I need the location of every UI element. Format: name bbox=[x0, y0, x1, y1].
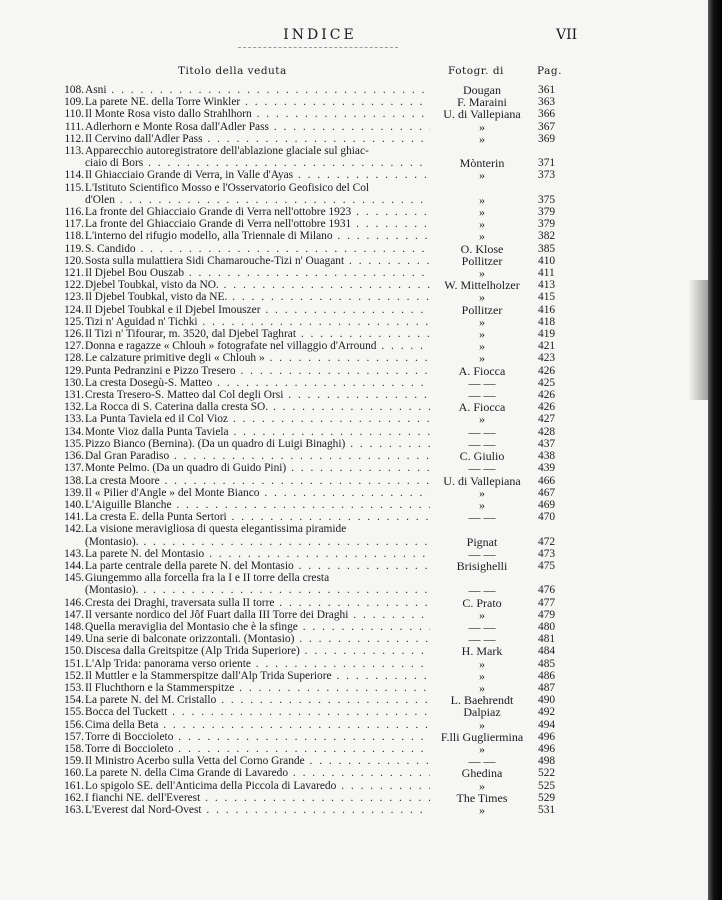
entry-page: 413 bbox=[538, 279, 556, 292]
entry-title: L'interno del rifugio modello, alla Triennale di Milano . . . bbox=[85, 230, 430, 242]
entry-photographer: C. Giulio bbox=[459, 449, 505, 464]
entry-title: Giungemmo alla forcella fra la I e II torre della cresta bbox=[85, 572, 330, 585]
entry-title: Il Djebel Toubkal, visto da NE. . . . bbox=[85, 291, 430, 303]
entry-page: 496 bbox=[538, 742, 556, 755]
entry-title: Il versante nordico del Jôf Fuart dalla III Torre dei Draghi . . . bbox=[85, 609, 430, 621]
scan-page-edge bbox=[708, 0, 722, 900]
entry-photographer: The Times bbox=[456, 790, 508, 805]
entry-number: 130. bbox=[64, 376, 84, 389]
entry-page: 427 bbox=[538, 413, 556, 426]
index-entry bbox=[60, 352, 560, 364]
entry-page: 475 bbox=[538, 559, 556, 572]
entry-title: Cresta dei Draghi, traversata sulla II torre . . . bbox=[85, 597, 430, 609]
entry-number: 123. bbox=[64, 291, 84, 304]
entry-title: La parete N. del Montasio . . . bbox=[85, 548, 430, 560]
entry-title: La parte centrale della parete N. del Montasio . . . bbox=[85, 560, 430, 572]
entry-page: 522 bbox=[538, 767, 556, 780]
entry-number: 148. bbox=[64, 620, 84, 633]
entry-page: 484 bbox=[538, 645, 556, 658]
entry-title: La cresta Moore . . . bbox=[85, 475, 430, 487]
entry-page: 385 bbox=[538, 242, 556, 255]
entry-page: 371 bbox=[538, 157, 556, 170]
entry-page: 466 bbox=[538, 474, 556, 487]
index-entry bbox=[60, 560, 560, 572]
entry-number: 151. bbox=[64, 657, 84, 670]
entry-number: 110. bbox=[64, 108, 84, 121]
entry-title: (Montasio). . . . bbox=[85, 536, 430, 548]
entry-number: 117. bbox=[64, 218, 84, 231]
entry-title: Adlerhorn e Monte Rosa dall'Adler Pass . . . bbox=[85, 121, 430, 133]
entry-page: 369 bbox=[538, 132, 556, 145]
entry-number: 147. bbox=[64, 608, 84, 621]
header-rule bbox=[238, 47, 398, 48]
entry-title: La parete NE. della Torre Winkler . . . bbox=[85, 96, 430, 108]
entry-title: Discesa dalla Greitspitze (Alp Trida Superiore) . . . bbox=[85, 645, 430, 657]
entry-title: Tizi n' Aguidad n' Tichki . . . bbox=[85, 316, 430, 328]
entry-photographer: — — bbox=[468, 754, 496, 769]
entry-number: 143. bbox=[64, 547, 84, 560]
entry-number: 138. bbox=[64, 474, 84, 487]
index-entry bbox=[60, 645, 560, 657]
entry-title: Sosta sulla mulattiera Sidi Chamarouche-Tizi n' Ouagant . . . bbox=[85, 255, 430, 267]
entry-number: 108. bbox=[64, 84, 84, 96]
entry-page: 363 bbox=[538, 96, 556, 109]
entry-page: 426 bbox=[538, 401, 556, 414]
entry-title: La parete N. della Cima Grande di Lavaredo . . . bbox=[85, 767, 430, 779]
entry-photographer: » bbox=[479, 802, 485, 817]
entry-number: 152. bbox=[64, 669, 84, 682]
entry-title: La Punta Taviela ed il Col Vioz . . . bbox=[85, 413, 430, 425]
entry-title: Il Monte Rosa visto dallo Strahlhorn . . . bbox=[85, 108, 430, 120]
entry-photographer: Mònterin bbox=[459, 156, 505, 171]
entry-photographer: O. Klose bbox=[460, 241, 504, 256]
entry-title: Punta Pedranzini e Pizzo Tresero . . . bbox=[85, 365, 430, 377]
entry-photographer: — — bbox=[468, 461, 496, 476]
entry-photographer: Pollitzer bbox=[461, 253, 503, 268]
entry-number: 161. bbox=[64, 779, 84, 792]
entry-photographer: F. Maraini bbox=[457, 95, 507, 110]
entry-page: 437 bbox=[538, 437, 556, 450]
entry-title: d'Olen . . . bbox=[85, 194, 430, 206]
entry-page: 410 bbox=[538, 254, 556, 267]
index-entry bbox=[60, 523, 560, 547]
entry-page: 496 bbox=[538, 730, 556, 743]
entry-page: 531 bbox=[538, 803, 556, 816]
entry-page: 476 bbox=[538, 584, 556, 597]
entry-title: (Montasio). . . . bbox=[85, 584, 430, 596]
entry-photographer: » bbox=[479, 668, 485, 683]
entry-number: 146. bbox=[64, 596, 84, 609]
entry-number: 126. bbox=[64, 328, 84, 341]
entry-page: 367 bbox=[538, 120, 556, 133]
index-entry bbox=[60, 169, 560, 181]
entry-page: 416 bbox=[538, 303, 556, 316]
index-entry bbox=[60, 511, 560, 523]
entry-photographer: — — bbox=[468, 436, 496, 451]
entry-photographer: » bbox=[479, 205, 485, 220]
entry-photographer: — — bbox=[468, 546, 496, 561]
index-entry bbox=[60, 291, 560, 303]
page-number: VII bbox=[556, 27, 578, 43]
entry-page: 480 bbox=[538, 620, 556, 633]
index-list bbox=[60, 84, 560, 816]
entry-photographer: » bbox=[479, 485, 485, 500]
entry-title: Quella meraviglia del Montasio che è la sfinge . . . bbox=[85, 621, 430, 633]
entry-photographer: » bbox=[479, 119, 485, 134]
entry-title: Pizzo Bianco (Bernina). (Da un quadro di Luigi Binaghi) . . . bbox=[85, 438, 430, 450]
index-entry bbox=[60, 462, 560, 474]
entry-photographer: F.lli Gugliermina bbox=[440, 729, 524, 744]
entry-photographer: L. Baehrendt bbox=[450, 693, 514, 708]
entry-page: 426 bbox=[538, 389, 556, 402]
entry-number: 163. bbox=[64, 803, 84, 816]
entry-title: Il Cervino dall'Adler Pass . . . bbox=[85, 133, 430, 145]
entry-number: 133. bbox=[64, 413, 84, 426]
entry-photographer: A. Fiocca bbox=[458, 363, 506, 378]
entry-title: Il Ministro Acerbo sulla Vetta del Corno Grande . . . bbox=[85, 755, 430, 767]
entry-title: L'Alp Trida: panorama verso oriente . . . bbox=[85, 658, 430, 670]
entry-photographer: » bbox=[479, 351, 485, 366]
entry-photographer: U. di Vallepiana bbox=[443, 107, 521, 122]
entry-title: Le calzature primitive degli « Chlouh » . . . bbox=[85, 352, 430, 364]
index-entry bbox=[60, 804, 560, 816]
index-entry bbox=[60, 108, 560, 120]
column-header-title: Titolo della veduta bbox=[178, 65, 287, 77]
column-header-photographer: Fotogr. di bbox=[448, 65, 504, 77]
entry-photographer: » bbox=[479, 339, 485, 354]
entry-page: 425 bbox=[538, 376, 556, 389]
index-entry bbox=[60, 767, 560, 779]
entry-page: 479 bbox=[538, 608, 556, 621]
index-entry bbox=[60, 792, 560, 804]
entry-number: 142. bbox=[64, 523, 84, 536]
entry-title: Una serie di balconate orizzontali. (Montasio) . . . bbox=[85, 633, 430, 645]
entry-photographer: — — bbox=[468, 583, 496, 598]
entry-number: 129. bbox=[64, 364, 84, 377]
entry-number: 122. bbox=[64, 279, 84, 292]
entry-photographer: » bbox=[479, 290, 485, 305]
entry-page: 415 bbox=[538, 291, 556, 304]
index-entry bbox=[60, 475, 560, 487]
entry-photographer: — — bbox=[468, 388, 496, 403]
entry-photographer: Dougan bbox=[463, 83, 501, 97]
entry-photographer: » bbox=[479, 656, 485, 671]
entry-photographer: » bbox=[479, 412, 485, 427]
entry-photographer: » bbox=[479, 229, 485, 244]
entry-title: Dal Gran Paradiso . . . bbox=[85, 450, 430, 462]
entry-page: 494 bbox=[538, 718, 556, 731]
index-entry bbox=[60, 206, 560, 218]
index-entry bbox=[60, 230, 560, 242]
entry-photographer: U. di Vallepiana bbox=[443, 473, 521, 488]
entry-page: 366 bbox=[538, 108, 556, 121]
entry-number: 162. bbox=[64, 791, 84, 804]
entry-photographer: » bbox=[479, 778, 485, 793]
entry-photographer: » bbox=[479, 192, 485, 207]
entry-title: Il « Pilier d'Angle » del Monte Bianco . . . bbox=[85, 487, 430, 499]
entry-title: Il Fluchthorn e la Stammerspitze . . . bbox=[85, 682, 430, 694]
entry-page: 467 bbox=[538, 486, 556, 499]
entry-number: 120. bbox=[64, 254, 84, 267]
entry-title: Il Ghiacciaio Grande di Verra, in Valle d'Ayas . . . bbox=[85, 169, 430, 181]
entry-number: 157. bbox=[64, 730, 84, 743]
entry-photographer: » bbox=[479, 217, 485, 232]
entry-page: 477 bbox=[538, 596, 556, 609]
index-entry bbox=[60, 572, 560, 596]
entry-title: La parete N. del M. Cristallo . . . bbox=[85, 694, 430, 706]
entry-photographer: — — bbox=[468, 424, 496, 439]
entry-title: Il Djebel Toubkal e il Djebel Imouszer . . . bbox=[85, 304, 430, 316]
entry-page: 438 bbox=[538, 450, 556, 463]
entry-number: 139. bbox=[64, 486, 84, 499]
entry-title: Cresta Tresero-S. Matteo dal Col degli Orsi . . . bbox=[85, 389, 430, 401]
entry-title: S. Candido . . . bbox=[85, 243, 430, 255]
entry-photographer: A. Fiocca bbox=[458, 400, 506, 415]
index-entry bbox=[60, 145, 560, 169]
entry-photographer: » bbox=[479, 266, 485, 281]
entry-number: 153. bbox=[64, 681, 84, 694]
entry-number: 113. bbox=[64, 145, 84, 158]
entry-title: L'Aiguille Blanche . . . bbox=[85, 499, 430, 511]
index-entry bbox=[60, 316, 560, 328]
entry-number: 136. bbox=[64, 450, 84, 463]
entry-page: 411 bbox=[538, 267, 555, 280]
entry-photographer: Pollitzer bbox=[461, 302, 503, 317]
index-entry bbox=[60, 670, 560, 682]
entry-title: L'Istituto Scientifico Mosso e l'Osservatorio Geofisico del Col bbox=[85, 181, 370, 194]
entry-photographer: » bbox=[479, 168, 485, 183]
entry-number: 149. bbox=[64, 633, 84, 646]
entry-title: Il Djebel Bou Ouszab . . . bbox=[85, 267, 430, 279]
entry-photographer: Dalpiaz bbox=[463, 705, 501, 720]
entry-title: Torre di Boccioleto . . . bbox=[85, 743, 430, 755]
index-entry bbox=[60, 780, 560, 792]
entry-page: 379 bbox=[538, 218, 556, 231]
entry-page: 486 bbox=[538, 669, 556, 682]
entry-page: 473 bbox=[538, 547, 556, 560]
entry-title: Il Muttler e la Stammerspitze dall'Alp Trida Superiore . . . bbox=[85, 670, 430, 682]
entry-title: Donna e ragazze « Chlouh » fotografate nel villaggio d'Arround . . . bbox=[85, 340, 430, 352]
entry-page: 428 bbox=[538, 425, 556, 438]
entry-title: Monte Vioz dalla Punta Taviela . . . bbox=[85, 426, 430, 438]
entry-number: 160. bbox=[64, 767, 84, 780]
entry-title: Lo spigolo SE. dell'Anticima della Piccola di Lavaredo . . . bbox=[85, 780, 430, 792]
entry-title: La fronte del Ghiacciaio Grande di Verra nell'ottobre 1931 . . . bbox=[85, 218, 430, 230]
entry-title: Torre di Boccioleto . . . bbox=[85, 731, 430, 743]
entry-number: 115. bbox=[64, 181, 84, 194]
entry-number: 111. bbox=[64, 120, 84, 133]
index-entry bbox=[60, 218, 560, 230]
entry-title: Monte Pelmo. (Da un quadro di Guido Pini) . . . bbox=[85, 462, 430, 474]
entry-page: 525 bbox=[538, 779, 556, 792]
entry-title: I fianchi NE. dell'Everest . . . bbox=[85, 792, 430, 804]
entry-page: 361 bbox=[538, 84, 556, 96]
index-entry bbox=[60, 401, 560, 413]
entry-number: 119. bbox=[64, 242, 84, 255]
entry-number: 137. bbox=[64, 462, 84, 475]
entry-title: Djebel Toubkal, visto da NO. . . . bbox=[85, 279, 430, 291]
entry-page: 375 bbox=[538, 193, 556, 206]
entry-title: Asni . . . bbox=[85, 84, 430, 96]
entry-photographer: » bbox=[479, 497, 485, 512]
entry-number: 145. bbox=[64, 572, 84, 585]
entry-number: 114. bbox=[64, 169, 84, 182]
entry-title: La cresta Dosegù-S. Matteo . . . bbox=[85, 377, 430, 389]
index-entry bbox=[60, 328, 560, 340]
page-title: INDICE bbox=[283, 27, 357, 43]
entry-photographer: » bbox=[479, 607, 485, 622]
entry-photographer: Ghedina bbox=[461, 766, 503, 781]
index-entry bbox=[60, 304, 560, 316]
entry-photographer: C. Prato bbox=[462, 595, 502, 610]
entry-page: 485 bbox=[538, 657, 556, 670]
scan-shadow bbox=[688, 280, 708, 400]
entry-number: 156. bbox=[64, 718, 84, 731]
entry-page: 487 bbox=[538, 681, 556, 694]
index-entry bbox=[60, 121, 560, 133]
entry-page: 421 bbox=[538, 340, 556, 353]
index-entry bbox=[60, 597, 560, 609]
entry-number: 141. bbox=[64, 511, 84, 524]
entry-page: 481 bbox=[538, 633, 556, 646]
entry-title: Cima della Beta . . . bbox=[85, 719, 430, 731]
entry-title: La cresta E. della Punta Sertori . . . bbox=[85, 511, 430, 523]
column-header-page: Pag. bbox=[537, 65, 562, 77]
index-entry bbox=[60, 133, 560, 145]
entry-page: 439 bbox=[538, 462, 556, 475]
entry-page: 472 bbox=[538, 535, 556, 548]
entry-page: 469 bbox=[538, 498, 556, 511]
entry-number: 135. bbox=[64, 437, 84, 450]
entry-title: Bocca del Tuckett . . . bbox=[85, 706, 430, 718]
entry-page: 419 bbox=[538, 328, 556, 341]
entry-number: 128. bbox=[64, 352, 84, 365]
entry-title: L'Everest dal Nord-Ovest . . . bbox=[85, 804, 430, 816]
entry-page: 498 bbox=[538, 755, 556, 768]
entry-page: 470 bbox=[538, 511, 556, 524]
entry-page: 379 bbox=[538, 206, 556, 219]
entry-page: 426 bbox=[538, 364, 556, 377]
entry-number: 158. bbox=[64, 742, 84, 755]
entry-title: Apparecchio autoregistratore dell'ablazione glaciale sul ghiac- bbox=[85, 145, 369, 158]
index-entry bbox=[60, 706, 560, 718]
entry-page: 423 bbox=[538, 352, 556, 365]
entry-title: La Rocca di S. Caterina dalla cresta SO. . . . bbox=[85, 401, 430, 413]
index-entry bbox=[60, 719, 560, 731]
index-entry bbox=[60, 340, 560, 352]
entry-photographer: » bbox=[479, 680, 485, 695]
index-entry bbox=[60, 487, 560, 499]
index-entry bbox=[60, 255, 560, 267]
entry-photographer: Pignat bbox=[466, 534, 498, 549]
entry-number: 109. bbox=[64, 96, 84, 109]
entry-page: 373 bbox=[538, 169, 556, 182]
entry-page: 529 bbox=[538, 791, 556, 804]
entry-title: ciaio di Bors . . . bbox=[85, 157, 430, 169]
entry-number: 112. bbox=[64, 132, 84, 145]
entry-number: 125. bbox=[64, 315, 84, 328]
index-entry bbox=[60, 243, 560, 255]
entry-number: 140. bbox=[64, 498, 84, 511]
entry-number: 124. bbox=[64, 303, 84, 316]
index-entry bbox=[60, 279, 560, 291]
entry-number: 154. bbox=[64, 694, 84, 707]
entry-number: 159. bbox=[64, 755, 84, 768]
index-entry bbox=[60, 658, 560, 670]
entry-photographer: — — bbox=[468, 510, 496, 525]
entry-photographer: — — bbox=[468, 375, 496, 390]
entry-page: 382 bbox=[538, 230, 556, 243]
entry-page: 418 bbox=[538, 315, 556, 328]
entry-number: 134. bbox=[64, 425, 84, 438]
entry-number: 150. bbox=[64, 645, 84, 658]
entry-number: 121. bbox=[64, 267, 84, 280]
index-entry bbox=[60, 182, 560, 206]
index-entry bbox=[60, 731, 560, 743]
entry-photographer: — — bbox=[468, 619, 496, 634]
entry-number: 144. bbox=[64, 559, 84, 572]
entry-photographer: » bbox=[479, 314, 485, 329]
entry-photographer: W. Mittelholzer bbox=[444, 278, 520, 293]
entry-number: 131. bbox=[64, 389, 84, 402]
entry-number: 118. bbox=[64, 230, 84, 243]
index-entry bbox=[60, 413, 560, 425]
entry-title: Il Tizi n' Tifourar, m. 3520, dal Djebel Taghrat . . . bbox=[85, 328, 430, 340]
entry-page: 492 bbox=[538, 706, 556, 719]
entry-number: 127. bbox=[64, 340, 84, 353]
entry-photographer: — — bbox=[468, 632, 496, 647]
entry-number: 132. bbox=[64, 401, 84, 414]
entry-number: 155. bbox=[64, 706, 84, 719]
entry-photographer: » bbox=[479, 741, 485, 756]
entry-page: 490 bbox=[538, 694, 556, 707]
entry-photographer: Brisighelli bbox=[456, 558, 508, 573]
entry-number: 116. bbox=[64, 206, 84, 219]
entry-photographer: » bbox=[479, 327, 485, 342]
entry-photographer: H. Mark bbox=[461, 644, 503, 659]
entry-photographer: » bbox=[479, 131, 485, 146]
entry-title: La visione meravigliosa di questa elegantissima piramide bbox=[85, 523, 347, 536]
entry-photographer: » bbox=[479, 717, 485, 732]
entry-title: La fronte del Ghiacciaio Grande di Verra nell'ottobre 1923 . . . bbox=[85, 206, 430, 218]
